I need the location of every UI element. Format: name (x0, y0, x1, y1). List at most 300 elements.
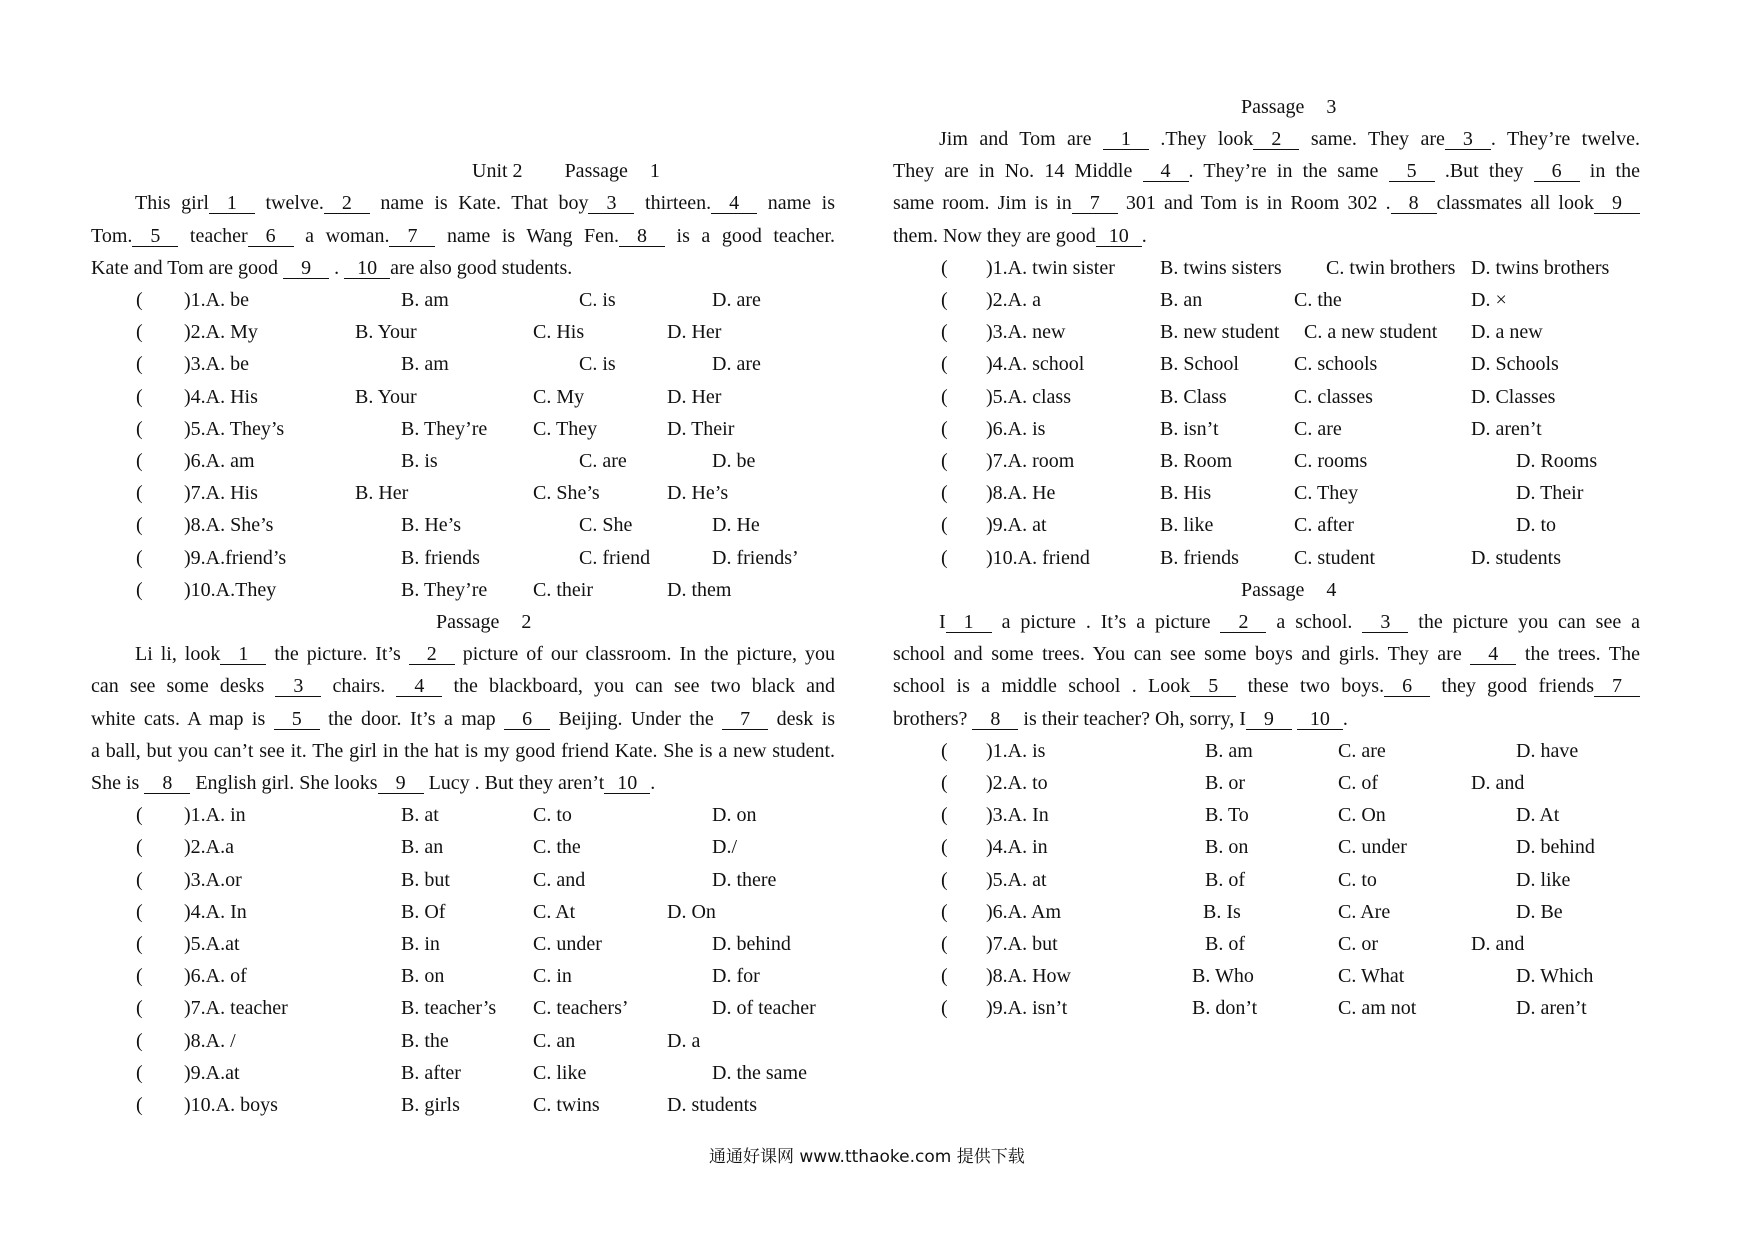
option-c: C. like (533, 1061, 587, 1084)
option-c: C. Are (1338, 900, 1391, 923)
answer-blank: 2 (324, 193, 370, 214)
question-number: )9. (184, 546, 206, 569)
text-run: . (1342, 707, 1348, 730)
text-run: a ball, but you can’t see it. The girl in the hat is my good friend Kate. She is a new student. (91, 739, 835, 762)
question-number: )10. (184, 578, 216, 601)
text-run: Beijing. Under the (550, 707, 723, 730)
question-number: )8. (986, 482, 1008, 505)
option-a: A. Am (1007, 900, 1062, 923)
passage-line (893, 220, 1147, 252)
option-c: C. They (1294, 482, 1359, 505)
answer-blank: 1 (1103, 129, 1149, 150)
option-a: A. / (205, 1029, 236, 1052)
text-run: She is (91, 771, 145, 794)
option-a: A. friend (1017, 546, 1090, 569)
option-c: C. His (533, 321, 585, 344)
question-row (0, 799, 1754, 831)
passage-line-text (939, 123, 1640, 155)
answer-blank: 10 (344, 258, 390, 279)
option-c: C. the (1294, 288, 1342, 311)
option-c: C. rooms (1294, 449, 1368, 472)
answer-blank: 7 (722, 709, 768, 730)
answer-blank: 7 (389, 226, 435, 247)
passage-line (893, 638, 1640, 670)
option-d: D. Rooms (1516, 449, 1598, 472)
option-d: D. behind (1516, 836, 1595, 859)
text-run: are also good students. (390, 256, 573, 279)
option-a: A. His (205, 385, 258, 408)
answer-paren: ( (136, 997, 143, 1020)
passage-line (939, 123, 1640, 155)
question-number: )4. (986, 353, 1008, 376)
option-b: B. Is (1203, 900, 1241, 923)
answer-paren: ( (136, 353, 143, 376)
question-row (0, 316, 1754, 348)
question-number: )3. (986, 804, 1008, 827)
text-run: a woman. (293, 224, 390, 247)
option-b: B. They’re (401, 578, 488, 601)
option-b: B. friends (1160, 546, 1239, 569)
answer-paren: ( (941, 514, 948, 537)
option-c: C. under (533, 932, 602, 955)
question-number: )1. (986, 256, 1008, 279)
answer-blank: 9 (1246, 709, 1292, 730)
question-number: )2. (184, 321, 206, 344)
passage-line-text (893, 670, 1640, 702)
answer-paren: ( (941, 997, 948, 1020)
option-a: A. twin sister (1007, 256, 1115, 279)
answer-blank: 6 (248, 226, 294, 247)
option-c: C. is (579, 353, 616, 376)
option-b: B. at (401, 804, 439, 827)
text-run: . They’re in the same (1188, 160, 1389, 183)
question-row (0, 477, 1754, 509)
option-d: D. aren’t (1471, 417, 1542, 440)
option-d: D. have (1516, 739, 1579, 762)
option-d: D. for (712, 965, 760, 988)
question-stem (986, 992, 1067, 1024)
option-b: B. girls (401, 1093, 460, 1116)
passage-line (135, 638, 835, 670)
question-stem (986, 381, 1071, 413)
option-b: B. but (401, 868, 450, 891)
question-row (0, 896, 1754, 928)
option-d: D. twins brothers (1471, 256, 1610, 279)
passage-line-text (91, 670, 835, 702)
option-d: D. Which (1516, 965, 1594, 988)
question-number: )1. (986, 739, 1008, 762)
question-row (0, 413, 1754, 445)
question-number: )10. (986, 546, 1018, 569)
option-b: B. Of (401, 900, 446, 923)
answer-blank: 6 (1534, 161, 1580, 182)
text-run: thirteen. (634, 192, 712, 215)
option-b: B. on (401, 965, 445, 988)
answer-paren: ( (941, 836, 948, 859)
question-row (0, 348, 1754, 380)
option-b: B. isn’t (1160, 417, 1219, 440)
text-run: Lucy . But they aren’t (423, 771, 605, 794)
option-c: C. twin brothers (1326, 256, 1456, 279)
option-a: A. They’s (205, 417, 285, 440)
answer-blank: 1 (220, 644, 266, 665)
option-c: C. teachers’ (533, 997, 629, 1020)
option-b: B. don’t (1192, 997, 1258, 1020)
passage-line-text (91, 220, 835, 252)
text-run: they good friends (1430, 675, 1594, 698)
option-d: D. Their (667, 417, 735, 440)
answer-blank: 3 (588, 193, 634, 214)
passage-line (939, 606, 1640, 638)
question-number: )1. (184, 288, 206, 311)
option-c: C. schools (1294, 353, 1378, 376)
question-stem (986, 477, 1055, 509)
option-d: D. on (712, 804, 757, 827)
option-a: A. school (1007, 353, 1085, 376)
text-run: is their teacher? Oh, sorry, I (1018, 707, 1246, 730)
question-stem (986, 767, 1048, 799)
answer-blank: 5 (132, 226, 178, 247)
text-run: brothers? (893, 707, 973, 730)
passage-line-text (135, 638, 835, 670)
question-number: )8. (986, 965, 1008, 988)
question-row (0, 284, 1754, 316)
text-run: .But they (1434, 160, 1534, 183)
option-b: B. To (1205, 804, 1249, 827)
answer-paren: ( (941, 288, 948, 311)
passage-title: Passage 4 (1241, 578, 1337, 601)
question-number: )6. (184, 965, 206, 988)
option-a: A. new (1007, 321, 1066, 344)
option-d: D. like (1516, 868, 1571, 891)
question-number: )7. (986, 449, 1008, 472)
question-number: )7. (184, 482, 206, 505)
text-run: these two boys. (1236, 675, 1385, 698)
question-number: )3. (986, 321, 1008, 344)
question-stem (986, 799, 1049, 831)
option-c: C. are (579, 449, 627, 472)
answer-paren: ( (941, 771, 948, 794)
option-c: C. She’s (533, 482, 600, 505)
answer-blank: 2 (1220, 612, 1266, 633)
option-c: C. are (1294, 417, 1342, 440)
question-row (0, 445, 1754, 477)
text-run: school is a middle school . Look (893, 675, 1191, 698)
text-run: white cats. A map is (91, 707, 274, 730)
text-run: chairs. (321, 675, 397, 698)
question-stem (986, 735, 1045, 767)
option-a: A. class (1007, 385, 1071, 408)
text-run: a school. (1266, 610, 1363, 633)
option-a: A. am (205, 449, 255, 472)
footer-watermark: 通通好课网 www.tthaoke.com 提供下载 (709, 1147, 1025, 1167)
answer-paren: ( (941, 417, 948, 440)
text-run: teacher (178, 224, 248, 247)
option-c: C. classes (1294, 385, 1373, 408)
option-d: D. and (1471, 771, 1525, 794)
option-d: D. students (667, 1093, 757, 1116)
option-a: A. in (205, 804, 246, 827)
option-a: A. In (1007, 804, 1049, 827)
option-b: B. He’s (401, 514, 461, 537)
question-number: )2. (986, 288, 1008, 311)
option-d: D. be (712, 449, 756, 472)
question-number: )9. (986, 514, 1008, 537)
option-c: C. am not (1338, 997, 1417, 1020)
option-d: D. friends’ (712, 546, 799, 569)
option-d: D. of teacher (712, 997, 816, 1020)
text-run: the door. It’s a map (319, 707, 505, 730)
passage-line-text (893, 155, 1640, 187)
passage-line-text (893, 703, 1348, 735)
unit-label: Unit 2 (472, 160, 523, 183)
passage-line-text (893, 638, 1640, 670)
option-d: D. them (667, 578, 732, 601)
option-c: C. On (1338, 804, 1386, 827)
passage-heading (1241, 91, 1336, 123)
passage-heading (472, 155, 660, 187)
question-row (0, 381, 1754, 413)
option-c: C. in (533, 965, 572, 988)
answer-paren: ( (136, 900, 143, 923)
answer-blank: 8 (1391, 193, 1437, 214)
question-number: )2. (986, 771, 1008, 794)
passage-line (135, 187, 835, 219)
text-run: Jim and Tom are (939, 127, 1103, 150)
question-number: )7. (986, 932, 1008, 955)
option-a: A. His (205, 482, 258, 505)
answer-blank: 3 (275, 676, 321, 697)
answer-paren: ( (136, 449, 143, 472)
question-number: )3. (184, 868, 206, 891)
text-run: same room. Jim is in (893, 192, 1072, 215)
question-row (0, 735, 1754, 767)
option-c: C. a new student (1304, 321, 1438, 344)
option-a: A. is (1007, 739, 1046, 762)
option-b: B. in (401, 932, 440, 955)
answer-paren: ( (941, 900, 948, 923)
answer-paren: ( (941, 353, 948, 376)
passage-line-text (893, 187, 1640, 219)
passage-heading (1241, 574, 1336, 606)
text-run: English girl. She looks (190, 771, 378, 794)
option-a: A. boys (215, 1093, 278, 1116)
option-d: D. At (1516, 804, 1560, 827)
option-d: D. and (1471, 932, 1525, 955)
question-number: )4. (986, 836, 1008, 859)
answer-paren: ( (136, 417, 143, 440)
passage-heading (436, 606, 531, 638)
option-b: B. on (1205, 836, 1249, 859)
option-c: C. an (533, 1029, 576, 1052)
option-c: C. after (1294, 514, 1354, 537)
option-d: D. are (712, 288, 761, 311)
option-c: C. to (533, 804, 572, 827)
answer-paren: ( (941, 449, 948, 472)
question-row (0, 992, 1754, 1024)
option-c: C. My (533, 385, 585, 408)
question-stem (986, 896, 1061, 928)
answer-paren: ( (136, 804, 143, 827)
text-run: can see some desks (91, 675, 276, 698)
answer-blank: 4 (396, 676, 442, 697)
text-run: They are in No. 14 Middle (893, 160, 1143, 183)
option-a: A. isn’t (1007, 997, 1068, 1020)
answer-blank: 1 (209, 193, 255, 214)
option-d: D. to (1516, 514, 1556, 537)
answer-paren: ( (941, 256, 948, 279)
option-c: C. the (533, 836, 581, 859)
question-row (0, 574, 1754, 606)
answer-blank: 6 (1384, 676, 1430, 697)
option-a: A. is (1007, 417, 1046, 440)
text-run: school and some trees. You can see some boys and girls. They are (893, 643, 1471, 666)
answer-paren: ( (941, 804, 948, 827)
passage-title: Passage 2 (436, 610, 532, 633)
option-a: A.or (205, 868, 242, 891)
question-stem (986, 445, 1074, 477)
answer-paren: ( (941, 546, 948, 569)
answer-paren: ( (136, 546, 143, 569)
text-run: Kate and Tom are good (91, 256, 284, 279)
text-run: Tom. (91, 224, 133, 247)
answer-paren: ( (136, 288, 143, 311)
answer-blank: 9 (283, 258, 329, 279)
option-d: D. behind (712, 932, 791, 955)
passage-line (91, 670, 835, 702)
answer-blank: 8 (972, 709, 1018, 730)
option-a: A. at (1007, 868, 1047, 891)
question-row (0, 767, 1754, 799)
answer-blank: 8 (619, 226, 665, 247)
question-number: )7. (184, 997, 206, 1020)
option-a: A.at (205, 1061, 240, 1084)
option-b: B. Your (355, 385, 417, 408)
passage-title: Passage 1 (564, 160, 660, 183)
question-number: )5. (986, 385, 1008, 408)
question-row (0, 509, 1754, 541)
option-c: C. of (1338, 771, 1378, 794)
option-d: D. a (667, 1029, 701, 1052)
text-run: Li li, look (135, 643, 221, 666)
answer-blank: 1 (946, 612, 992, 633)
answer-blank: 10 (604, 773, 650, 794)
option-a: A.They (215, 578, 277, 601)
text-run: them. Now they are good (893, 224, 1096, 247)
option-c: C. student (1294, 546, 1376, 569)
question-number: )6. (986, 417, 1008, 440)
answer-paren: ( (136, 965, 143, 988)
option-b: B. the (401, 1029, 449, 1052)
answer-blank: 9 (1594, 193, 1640, 214)
text-run: the picture. It’s (266, 643, 409, 666)
answer-blank: 10 (1096, 226, 1142, 247)
passage-line (893, 670, 1640, 702)
answer-blank: 5 (274, 709, 320, 730)
answer-paren: ( (136, 514, 143, 537)
option-b: B. friends (401, 546, 480, 569)
answer-paren: ( (136, 836, 143, 859)
option-c: C. What (1338, 965, 1405, 988)
question-row (0, 928, 1754, 960)
option-b: B. Room (1160, 449, 1233, 472)
text-run: the trees. The (1516, 643, 1640, 666)
answer-blank: 10 (1297, 709, 1343, 730)
question-number: )6. (986, 900, 1008, 923)
option-b: B. like (1160, 514, 1214, 537)
option-d: D. Schools (1471, 353, 1559, 376)
option-b: B. or (1205, 771, 1245, 794)
question-row (0, 1025, 1754, 1057)
text-run: . (1141, 224, 1147, 247)
option-c: C. or (1338, 932, 1378, 955)
answer-blank: 2 (1253, 129, 1299, 150)
question-number: )3. (184, 353, 206, 376)
option-a: A. In (205, 900, 247, 923)
option-a: A. in (1007, 836, 1048, 859)
option-c: C. friend (579, 546, 651, 569)
option-b: B. an (1160, 288, 1203, 311)
answer-paren: ( (136, 1061, 143, 1084)
option-b: B. Her (355, 482, 409, 505)
option-d: D. Be (1516, 900, 1563, 923)
option-b: B. am (1205, 739, 1253, 762)
option-d: D. aren’t (1516, 997, 1587, 1020)
question-stem (986, 542, 1090, 574)
answer-blank: 7 (1594, 676, 1640, 697)
option-c: C. and (533, 868, 586, 891)
option-a: A.at (205, 932, 240, 955)
option-a: A. but (1007, 932, 1058, 955)
option-b: B. teacher’s (401, 997, 497, 1020)
option-d: D. the same (712, 1061, 807, 1084)
question-row (0, 1057, 1754, 1089)
text-run: name is Wang Fen. (435, 224, 620, 247)
question-number: )8. (184, 514, 206, 537)
option-d: D. Classes (1471, 385, 1556, 408)
question-number: )2. (184, 836, 206, 859)
text-run: desk is (768, 707, 835, 730)
answer-paren: ( (136, 385, 143, 408)
text-run: classmates all look (1436, 192, 1595, 215)
text-run: . They’re twelve. (1490, 127, 1640, 150)
option-a: A. be (205, 353, 249, 376)
passage-line (893, 703, 1348, 735)
option-a: A. at (1007, 514, 1047, 537)
option-b: B. new student (1160, 321, 1280, 344)
option-c: C. She (579, 514, 633, 537)
option-b: B. is (401, 449, 438, 472)
question-row (0, 831, 1754, 863)
text-run: the picture you can see a (1408, 610, 1640, 633)
question-number: )1. (184, 804, 206, 827)
option-a: A. room (1007, 449, 1075, 472)
option-b: B. of (1205, 932, 1245, 955)
text-run: 301 and Tom is in Room 302 . (1117, 192, 1391, 215)
option-d: D. Their (1516, 482, 1584, 505)
text-run: . (650, 771, 656, 794)
question-number: )10. (184, 1093, 216, 1116)
option-a: A. a (1007, 288, 1041, 311)
question-stem (986, 348, 1084, 380)
option-c: C. is (579, 288, 616, 311)
option-d: D. students (1471, 546, 1561, 569)
answer-paren: ( (136, 321, 143, 344)
answer-paren: ( (941, 932, 948, 955)
option-c: C. their (533, 578, 593, 601)
answer-paren: ( (941, 739, 948, 762)
answer-blank: 4 (711, 193, 757, 214)
